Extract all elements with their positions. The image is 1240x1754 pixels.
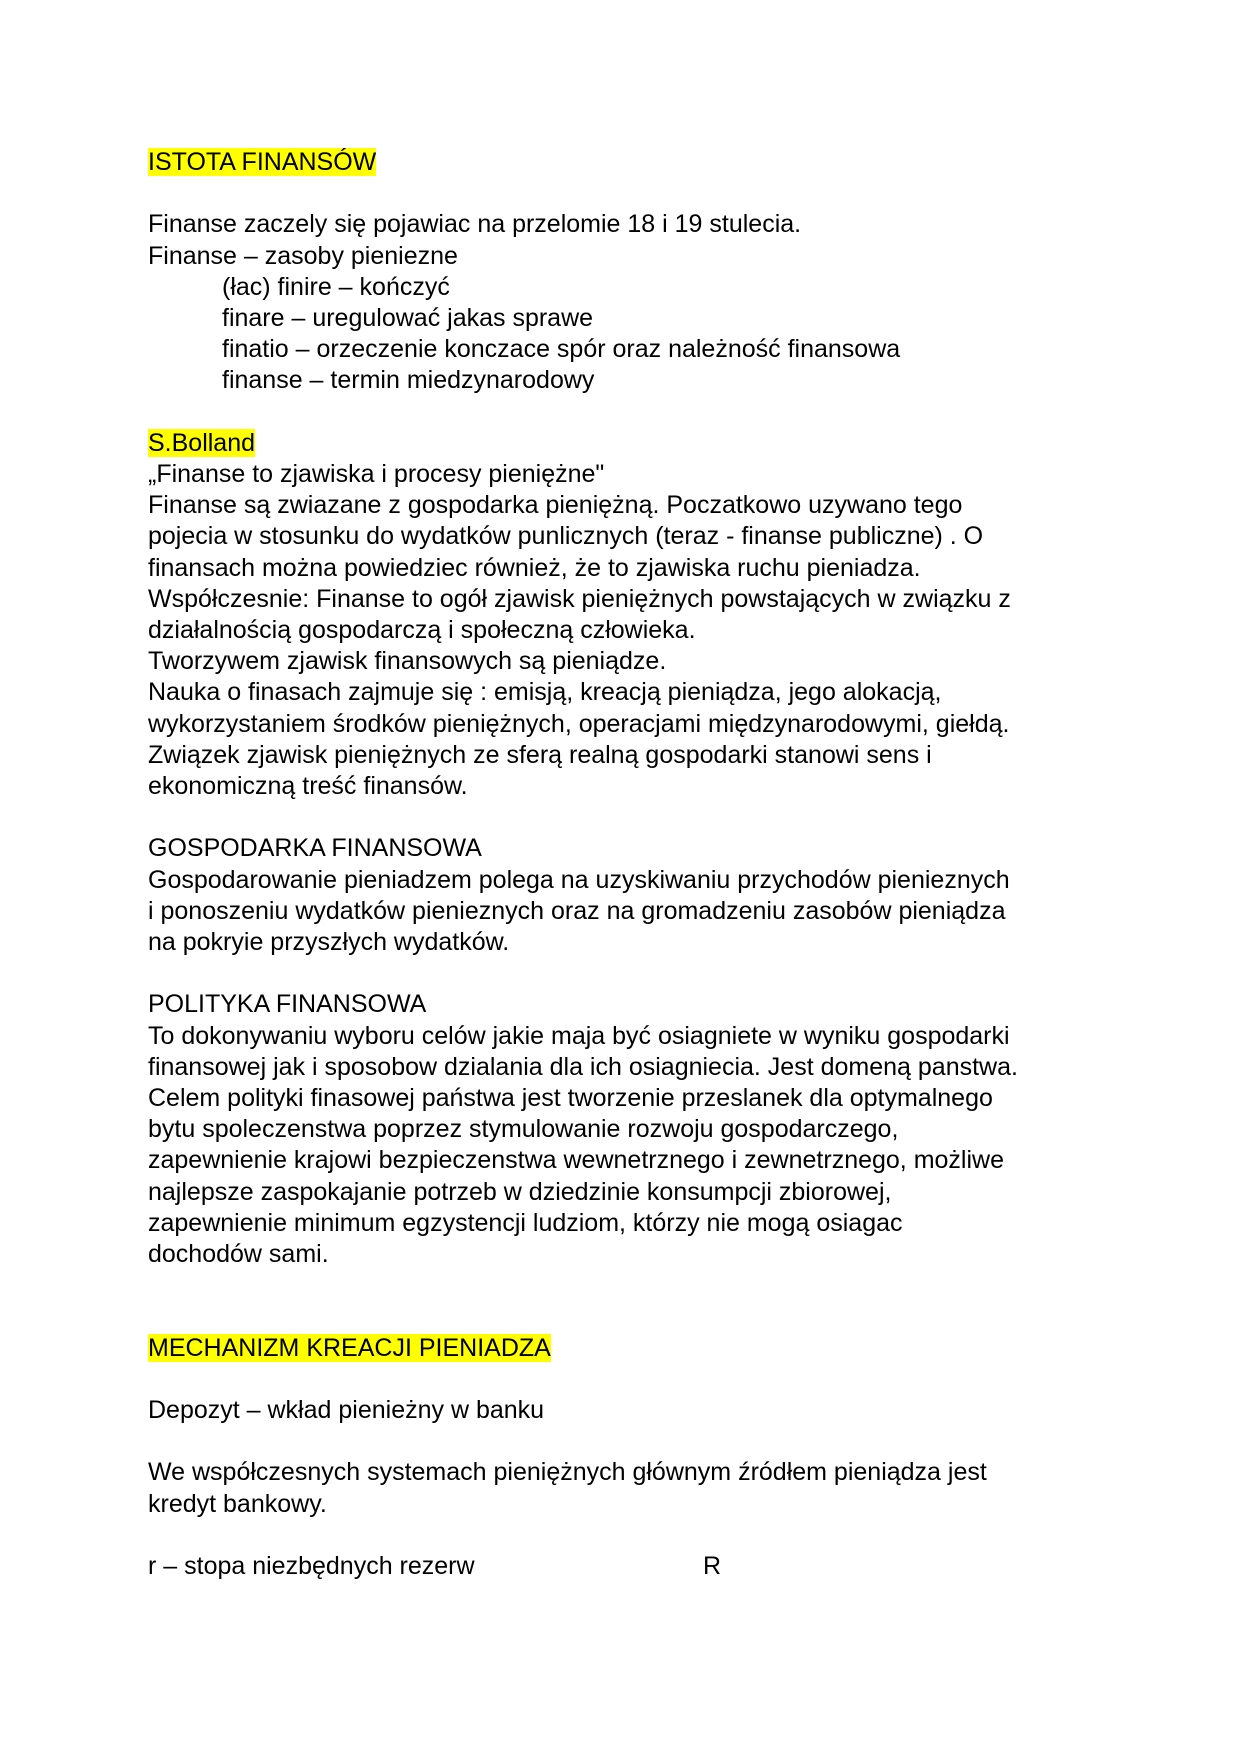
paragraph-line: zapewnienie krajowi bezpieczenstwa wewnetrznego i zewnetrznego, możliwe: [148, 1146, 1004, 1175]
paragraph-line: najlepsze zaspokajanie potrzeb w dziedzinie konsumpcji zbiorowej,: [148, 1177, 892, 1206]
section-heading-polityka: POLITYKA FINANSOWA: [148, 990, 427, 1019]
indented-line: finare – uregulować jakas sprawe: [222, 304, 594, 332]
paragraph-line: i ponoszeniu wydatków pienieznych oraz na gromadzeniu zasobów pieniądza: [148, 896, 1006, 925]
paragraph-line: [148, 1551, 1108, 1582]
section-heading-gospodarka: GOSPODARKA FINANSOWA: [148, 834, 482, 863]
paragraph-line: pojecia w stosunku do wydatków punlicznych (teraz - finanse publiczne) . O: [148, 522, 984, 551]
paragraph-line: Tworzywem zjawisk finansowych są pieniądze.: [148, 647, 667, 676]
formula-symbol: R: [703, 1552, 722, 1581]
paragraph-line: Współczesnie: Finanse to ogół zjawisk pieniężnych powstających w związku z: [148, 584, 1011, 613]
paragraph-line: Depozyt – wkład pienieżny w banku: [148, 1396, 545, 1425]
indented-line: finanse – termin miedzynarodowy: [222, 366, 595, 395]
paragraph-line: finansowej jak i sposobow dzialania dla ich osiagniecia. Jest domeną panstwa.: [148, 1052, 1018, 1081]
paragraph-line: Celem polityki finasowej państwa jest tworzenie przeslanek dla optymalnego: [148, 1084, 993, 1113]
paragraph-line: Finanse są zwiazane z gospodarka pieniężną. Poczatkowo uzywano tego: [148, 491, 963, 520]
paragraph-line: działalnością gospodarczą i społeczną człowieka.: [148, 616, 696, 645]
indented-line: (łac) finire – kończyć: [222, 272, 450, 301]
section-heading-istota-finansow: [148, 147, 1108, 178]
highlight: ISTOTA FINANSÓW: [148, 148, 377, 176]
highlight: MECHANIZM KREACJI PIENIADZA: [148, 1333, 551, 1362]
paragraph-line: dochodów sami.: [148, 1240, 329, 1269]
reserve-rate-definition: r – stopa niezbędnych rezerw: [148, 1552, 475, 1581]
paragraph-line: Finanse zaczely się pojawiac na przelomie 18 i 19 stulecia.: [148, 210, 802, 239]
paragraph-line: zapewnienie minimum egzystencji ludziom, którzy nie mogą osiagac: [148, 1208, 903, 1237]
paragraph-line: ekonomiczną treść finansów.: [148, 772, 468, 801]
paragraph-line: We współczesnych systemach pieniężnych głównym źródłem pieniądza jest: [148, 1458, 987, 1487]
paragraph-line: na pokryie przyszłych wydatków.: [148, 928, 510, 957]
paragraph-line: Gospodarowanie pieniadzem polega na uzyskiwaniu przychodów pienieznych: [148, 865, 1010, 894]
paragraph-line: To dokonywaniu wyboru celów jakie maja być osiagniete w wyniku gospodarki: [148, 1021, 1010, 1050]
highlight: S.Bolland: [148, 428, 256, 457]
section-heading-bolland: [148, 428, 1108, 459]
paragraph-line: kredyt bankowy.: [148, 1489, 327, 1518]
paragraph-line: Nauka o finasach zajmuje się : emisją, kreacją pieniądza, jego alokacją,: [148, 678, 942, 707]
indented-line: finatio – orzeczenie konczace spór oraz należność finansowa: [222, 335, 901, 364]
paragraph-line: finansach można powiedziec również, że to zjawiska ruchu pieniadza.: [148, 553, 921, 582]
paragraph-line: Związek zjawisk pieniężnych ze sferą realną gospodarki stanowi sens i: [148, 740, 932, 769]
paragraph-line: wykorzystaniem środków pieniężnych, operacjami międzynarodowymi, giełdą.: [148, 709, 1010, 738]
section-heading-mechanizm: [148, 1333, 1108, 1364]
paragraph-line: bytu spoleczenstwa poprzez stymulowanie rozwoju gospodarczego,: [148, 1115, 899, 1144]
paragraph-line: Finanse – zasoby pieniezne: [148, 241, 458, 270]
paragraph-line: „Finanse to zjawiska i procesy pieniężne": [148, 460, 605, 488]
document-body: [148, 147, 1108, 1582]
